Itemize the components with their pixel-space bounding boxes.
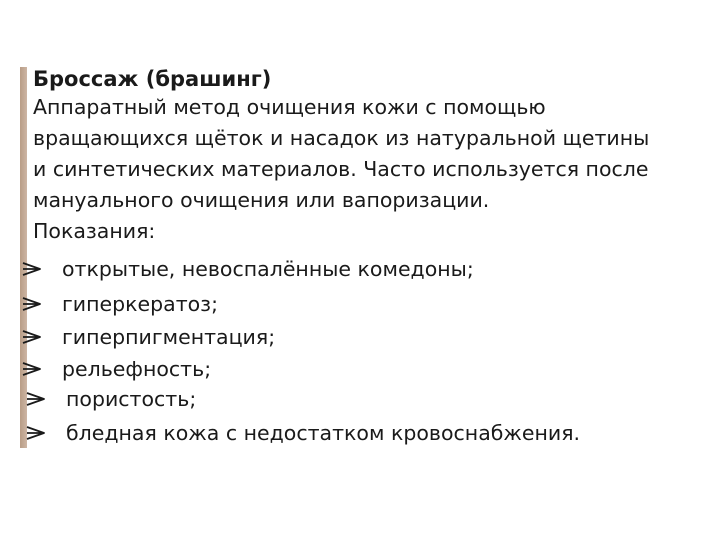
list-item-text: гиперпигментация; [62, 325, 276, 349]
list-item [0, 385, 700, 415]
arrow-bullet-icon [26, 425, 46, 441]
list-item [0, 323, 700, 353]
list-item-text: пористость; [66, 387, 197, 411]
description-line: вращающихся щёток и насадок из натуральной щетины [33, 126, 650, 150]
arrow-bullet-icon [22, 296, 42, 312]
description [33, 92, 703, 216]
arrow-bullet-icon [22, 329, 42, 345]
arrow-bullet-icon [26, 391, 46, 407]
list-item-text: гиперкератоз; [62, 292, 218, 316]
description-line: и синтетических материалов. Часто используется после [33, 157, 649, 181]
list-item-text: бледная кожа с недостатком кровоснабжения. [66, 421, 581, 445]
list-item-text: открытые, невоспалённые комедоны; [62, 257, 474, 281]
arrow-bullet-icon [22, 361, 42, 377]
description-line: мануального очищения или вапоризации. [33, 188, 490, 212]
indications-heading: Показания: [33, 219, 156, 243]
list-item [0, 290, 700, 320]
list-item [0, 419, 700, 449]
list-item [0, 355, 700, 385]
slide-title: Броссаж (брашинг) [33, 67, 272, 91]
arrow-bullet-icon [22, 261, 42, 277]
list-item [0, 255, 700, 285]
list-item-text: рельефность; [62, 357, 212, 381]
description-line: Аппаратный метод очищения кожи с помощью [33, 95, 546, 119]
